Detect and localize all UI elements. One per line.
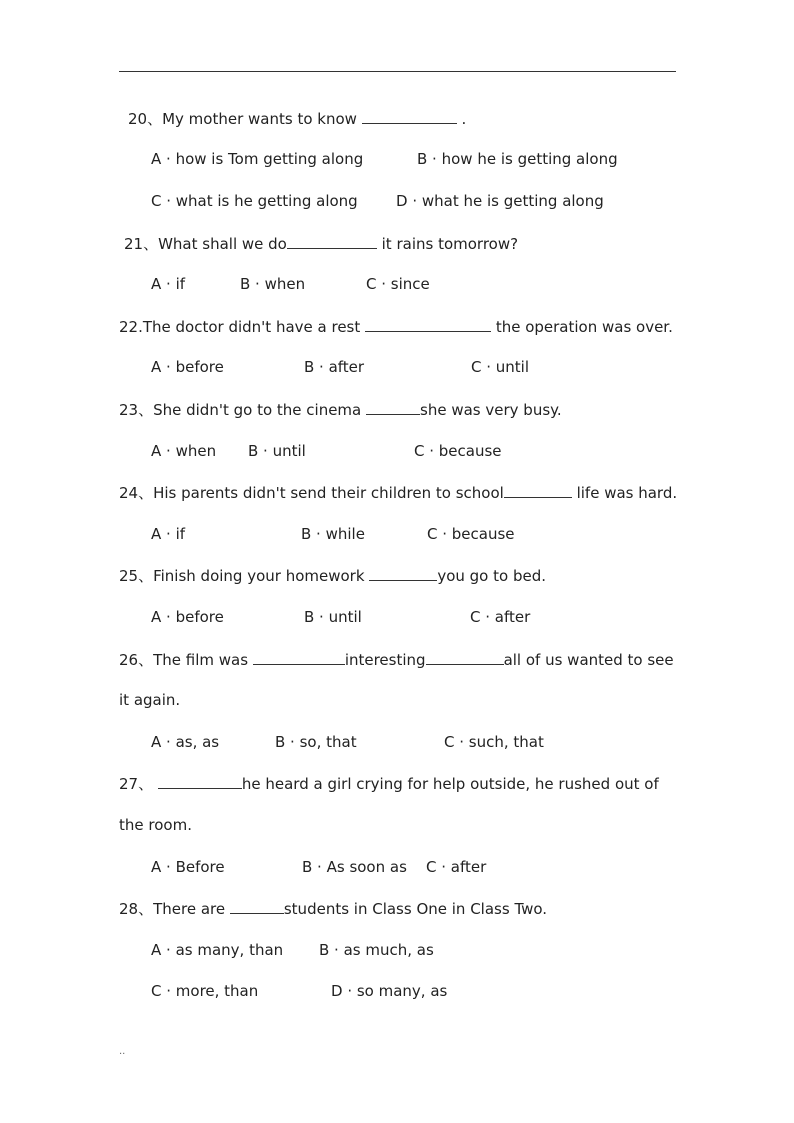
question-25-text-end: you go to bed. (437, 567, 546, 585)
question-27-stem (119, 773, 659, 794)
question-24-text-end: life was hard. (576, 484, 678, 502)
question-25-option-a: A · before (151, 608, 224, 626)
answer-blank (369, 565, 437, 581)
question-27-option-b: B · As soon as (302, 858, 407, 876)
question-21-option-a: A · if (151, 275, 186, 293)
question-20-text-end: . (461, 110, 467, 128)
question-21-text: 21、What shall we do (124, 235, 287, 253)
question-23-stem (119, 399, 562, 420)
answer-blank (504, 482, 572, 498)
question-26-option-c: C · such, that (444, 733, 544, 751)
question-21-option-b: B · when (240, 275, 306, 293)
question-28-option-c: C · more, than (151, 982, 259, 1000)
question-28-option-d: D · so many, as (331, 982, 448, 1000)
question-25-option-c: C · after (470, 608, 531, 626)
question-22-option-c: C · until (471, 358, 530, 376)
question-28-text-end: students in Class One in Class Two. (283, 900, 548, 918)
question-26-stem-continued: it again. (119, 691, 181, 709)
question-23-option-c: C · because (414, 442, 502, 460)
question-22-stem (119, 316, 673, 337)
question-26-option-a: A · as, as (151, 733, 220, 751)
question-21-stem (124, 233, 518, 254)
question-27-number: 27、 (119, 775, 154, 793)
question-20-option-b: B · how he is getting along (417, 150, 618, 168)
question-20-text: 20、My mother wants to know (128, 110, 357, 128)
question-26-option-b: B · so, that (275, 733, 357, 751)
question-25-option-b: B · until (304, 608, 362, 626)
question-28-stem (119, 898, 547, 919)
question-26-text: 26、The film was (119, 651, 249, 669)
answer-blank (362, 108, 457, 124)
answer-blank (365, 316, 491, 332)
answer-blank (426, 649, 504, 665)
question-22-text-end: the operation was over. (495, 318, 673, 336)
question-23-text: 23、She didn't go to the cinema (119, 401, 362, 419)
question-26-stem (119, 649, 674, 670)
question-21-option-c: C · since (366, 275, 430, 293)
question-28-option-a: A · as many, than (151, 941, 284, 959)
header-rule (119, 71, 676, 72)
answer-blank (230, 898, 284, 914)
question-24-text: 24、His parents didn't send their children to school (119, 484, 504, 502)
question-24-option-c: C · because (427, 525, 515, 543)
answer-blank (366, 399, 420, 415)
question-20-option-a: A · how is Tom getting along (151, 150, 364, 168)
question-28-option-b: B · as much, as (319, 941, 434, 959)
question-22-text: 22.The doctor didn't have a rest (119, 318, 361, 336)
answer-blank (287, 233, 377, 249)
question-20-option-c: C · what is he getting along (151, 192, 358, 210)
question-23-text-end: she was very busy. (420, 401, 562, 419)
question-27-text: he heard a girl crying for help outside, he rushed out of (241, 775, 659, 793)
question-24-option-a: A · if (151, 525, 186, 543)
question-22-option-a: A · before (151, 358, 224, 376)
question-27-stem-continued: the room. (119, 816, 192, 834)
question-28-text: 28、There are (119, 900, 226, 918)
question-23-option-b: B · until (248, 442, 306, 460)
question-25-text: 25、Finish doing your homework (119, 567, 365, 585)
question-24-stem (119, 482, 677, 503)
question-20-option-d: D · what he is getting along (396, 192, 604, 210)
question-26-text-end: all of us wanted to see (503, 651, 674, 669)
question-26-text-mid: interesting (344, 651, 426, 669)
question-21-text-end: it rains tomorrow? (381, 235, 519, 253)
answer-blank (158, 773, 242, 789)
question-24-option-b: B · while (301, 525, 365, 543)
question-20-stem (128, 108, 466, 129)
question-27-option-c: C · after (426, 858, 487, 876)
question-25-stem (119, 565, 546, 586)
answer-blank (253, 649, 345, 665)
question-23-option-a: A · when (151, 442, 217, 460)
footer-mark: .. (119, 1046, 126, 1057)
question-22-option-b: B · after (304, 358, 365, 376)
question-27-option-a: A · Before (151, 858, 225, 876)
